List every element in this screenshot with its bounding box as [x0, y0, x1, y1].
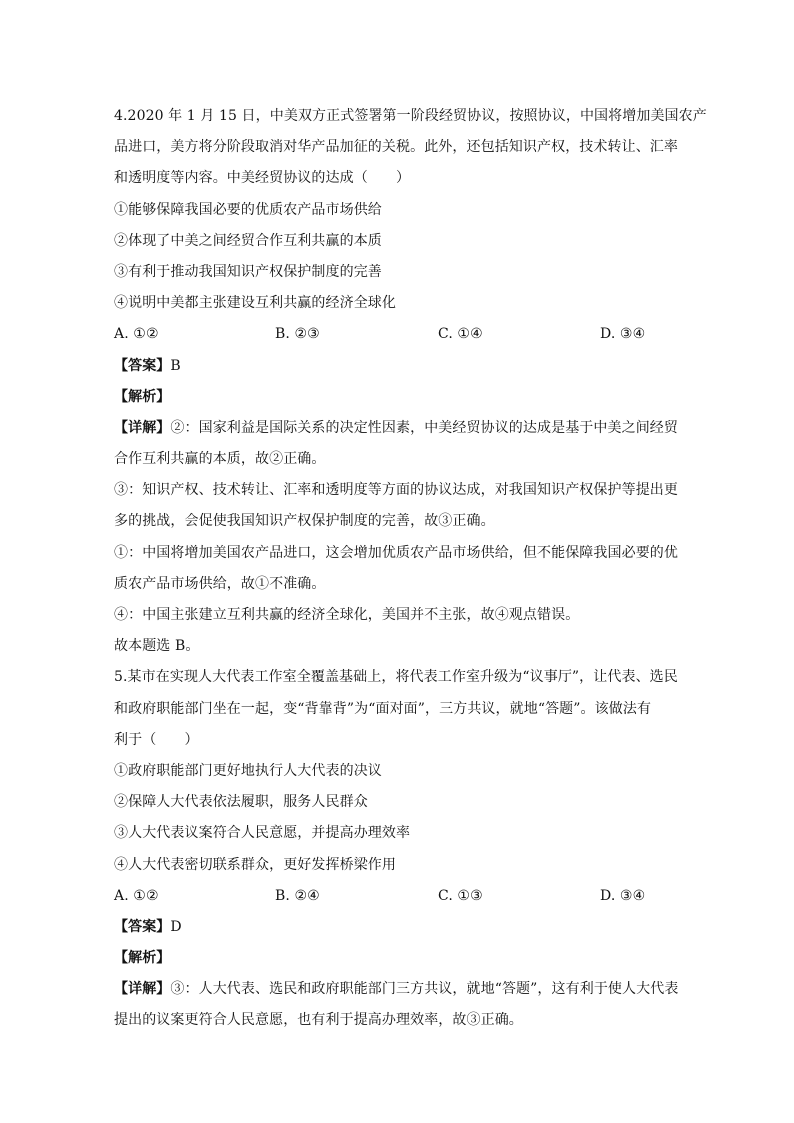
analysis-line [114, 382, 680, 413]
analysis-line [114, 943, 680, 974]
analysis-tag: 【解析】 [114, 950, 171, 967]
statement-item: ③人大代表议案符合人民意愿，并提高办理效率 [114, 825, 411, 842]
answer-line [114, 351, 680, 382]
question-5 [114, 662, 680, 1036]
statement-item: ④人大代表密切联系群众，更好发挥桥梁作用 [114, 856, 396, 873]
answer-value: B [170, 357, 181, 374]
detail-line: ④：中国主张建立互利共赢的经济全球化，美国并不主张，故④观点错误。 [114, 607, 580, 623]
statement-item: ①能够保障我国必要的优质农产品市场供给 [114, 201, 382, 218]
detail-tag: 【详解】 [114, 419, 171, 436]
document-content [114, 101, 707, 1037]
question-stem-line: 利于（ ） [114, 731, 199, 748]
detail-line: ①：中国将增加美国农产品进口，这会增加优质农产品市场供给，但不能保障我国必要的优 [114, 544, 678, 561]
question-stem-line: 4.2020 年 1 月 15 日，中美双方正式签署第一阶段经贸协议，按照协议，中国将增加美国农产 [114, 108, 707, 124]
statement-item: ③有利于推动我国知识产权保护制度的完善 [114, 263, 382, 280]
analysis-tag: 【解析】 [114, 388, 171, 405]
statement-item: ②体现了中美之间经贸合作互利共赢的本质 [114, 232, 382, 249]
detail-line [114, 974, 680, 1005]
detail-line: 提出的议案更符合人民意愿，也有利于提高办理效率，故③正确。 [114, 1012, 523, 1029]
answer-line [114, 912, 680, 943]
option-b: B. ②③ [275, 326, 320, 343]
option-b: B. ②④ [275, 887, 320, 904]
option-a: A. ①② [114, 326, 159, 343]
detail-text: ③：人大代表、选民和政府职能部门三方共议，就地“答题”，这有利于使人大代表 [170, 981, 679, 998]
statement-item: ②保障人大代表依法履职，服务人民群众 [114, 794, 368, 811]
option-a: A. ①② [114, 887, 159, 904]
question-stem-line: 和政府职能部门坐在一起，变“背靠背”为“面对面”，三方共议，就地“答题”。该做法有 [114, 700, 652, 717]
detail-line: 多的挑战，会促使我国知识产权保护制度的完善，故③正确。 [114, 513, 495, 530]
conclusion-line: 故本题选 B。 [114, 638, 200, 655]
option-c: C. ①③ [438, 887, 483, 904]
answer-tag: 【答案】 [114, 918, 171, 935]
option-d: D. ③④ [600, 326, 646, 343]
question-stem-line: 5.某市在实现人大代表工作室全覆盖基础上，将代表工作室升级为“议事厅”，让代表、选民 [114, 669, 678, 686]
statement-item: ①政府职能部门更好地执行人大代表的决议 [114, 762, 382, 779]
detail-tag: 【详解】 [114, 981, 171, 998]
question-stem-line: 品进口，美方将分阶段取消对华产品加征的关税。此外，还包括知识产权，技术转让、汇率 [114, 139, 678, 156]
question-4 [114, 101, 707, 662]
detail-text: ②：国家利益是国际关系的决定性因素，中美经贸协议的达成是基于中美之间经贸 [170, 419, 679, 436]
option-c: C. ①④ [438, 326, 483, 343]
answer-options [114, 881, 680, 912]
detail-line: ③：知识产权、技术转让、汇率和透明度等方面的协议达成，对我国知识产权保护等提出更 [114, 482, 678, 499]
answer-options [114, 319, 680, 350]
detail-line: 合作互利共赢的本质，故②正确。 [114, 451, 326, 468]
detail-line: 质农产品市场供给，故①不准确。 [114, 575, 326, 592]
answer-tag: 【答案】 [114, 357, 171, 374]
option-d: D. ③④ [600, 887, 646, 904]
question-stem-line: 和透明度等内容。中美经贸协议的达成（ ） [114, 170, 411, 187]
statement-item: ④说明中美都主张建设互利共赢的经济全球化 [114, 295, 396, 312]
answer-value: D [170, 918, 182, 935]
detail-line [114, 413, 680, 444]
